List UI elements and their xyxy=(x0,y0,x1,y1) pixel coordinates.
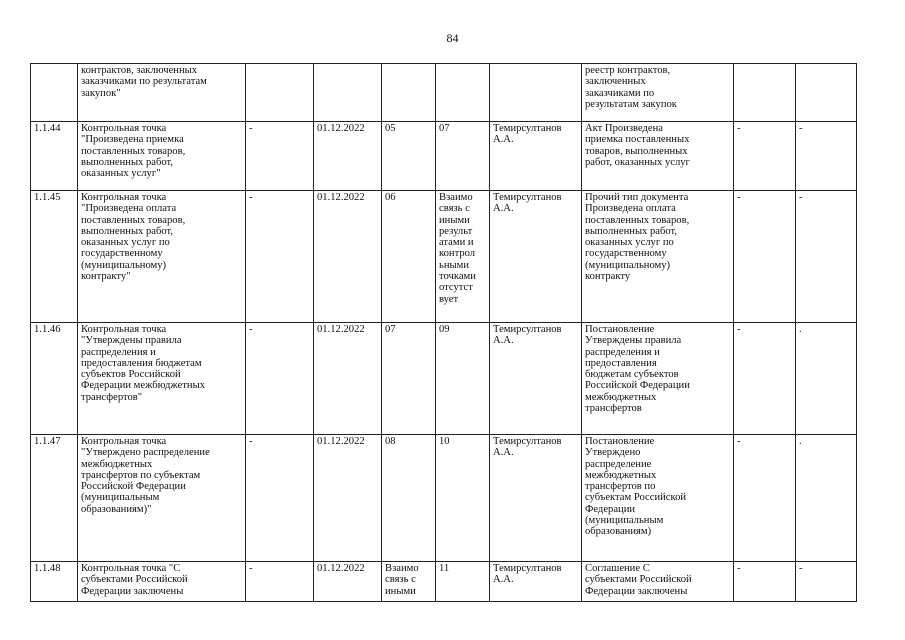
successor-cell: 09 xyxy=(436,323,490,435)
document-type-cell: Акт Произведена приемка поставленных товаров, выполненных работ, оказанных услуг xyxy=(582,122,734,191)
successor-cell: 07 xyxy=(436,122,490,191)
successor-cell xyxy=(436,64,490,122)
row-number-cell xyxy=(31,64,78,122)
end-date-cell: 01.12.2022 xyxy=(314,323,382,435)
responsible-cell: Темирсултанов А.А. xyxy=(490,122,582,191)
column-10-cell xyxy=(796,64,857,122)
responsible-cell: Темирсултанов А.А. xyxy=(490,435,582,562)
end-date-cell: 01.12.2022 xyxy=(314,562,382,602)
document-type-cell: Постановление Утверждены правила распределения и предоставления бюджетам субъектов Российской Федерации межбюджетных трансфертов xyxy=(582,323,734,435)
row-number-cell: 1.1.45 xyxy=(31,191,78,323)
predecessor-cell: Взаимо связь с иными xyxy=(382,562,436,602)
row-number-cell: 1.1.46 xyxy=(31,323,78,435)
predecessor-cell: 07 xyxy=(382,323,436,435)
control-point-name-cell: Контрольная точка "С субъектами Российской Федерации заключены xyxy=(78,562,246,602)
table-row xyxy=(31,122,857,191)
end-date-cell: 01.12.2022 xyxy=(314,122,382,191)
control-points-table xyxy=(30,63,857,602)
end-date-cell: 01.12.2022 xyxy=(314,191,382,323)
column-10-cell: . xyxy=(796,323,857,435)
successor-cell: 11 xyxy=(436,562,490,602)
column-9-cell xyxy=(734,64,796,122)
responsible-cell: Темирсултанов А.А. xyxy=(490,191,582,323)
column-9-cell: - xyxy=(734,435,796,562)
control-point-name-cell: Контрольная точка "Произведена оплата поставленных товаров, выполненных работ, оказанных услуг по государственному (муниципальному) контракту" xyxy=(78,191,246,323)
table-row xyxy=(31,323,857,435)
table-row xyxy=(31,435,857,562)
end-date-cell: 01.12.2022 xyxy=(314,435,382,562)
document-type-cell: реестр контрактов, заключенных заказчиками по результатам закупок xyxy=(582,64,734,122)
control-point-name-cell: контрактов, заключенных заказчиками по результатам закупок" xyxy=(78,64,246,122)
document-type-cell: Прочий тип документа Произведена оплата поставленных товаров, выполненных работ, оказанных услуг по государственному (муниципальному) контракту xyxy=(582,191,734,323)
column-9-cell: - xyxy=(734,122,796,191)
row-number-cell: 1.1.44 xyxy=(31,122,78,191)
document-type-cell: Постановление Утверждено распределение межбюджетных трансфертов по субъектам Российской Федерации (муниципальным образованиям) xyxy=(582,435,734,562)
table-row xyxy=(31,64,857,122)
end-date-cell xyxy=(314,64,382,122)
start-date-cell xyxy=(246,64,314,122)
successor-cell: 10 xyxy=(436,435,490,562)
responsible-cell: Темирсултанов А.А. xyxy=(490,562,582,602)
responsible-cell: Темирсултанов А.А. xyxy=(490,323,582,435)
column-10-cell: . xyxy=(796,435,857,562)
predecessor-cell: 08 xyxy=(382,435,436,562)
column-10-cell: - xyxy=(796,122,857,191)
control-point-name-cell: Контрольная точка "Произведена приемка поставленных товаров, выполненных работ, оказанных услуг" xyxy=(78,122,246,191)
start-date-cell: - xyxy=(246,122,314,191)
row-number-cell: 1.1.48 xyxy=(31,562,78,602)
start-date-cell: - xyxy=(246,323,314,435)
control-point-name-cell: Контрольная точка "Утверждено распределение межбюджетных трансфертов по субъектам Российской Федерации (муниципальным образованиям)" xyxy=(78,435,246,562)
column-10-cell: - xyxy=(796,562,857,602)
column-9-cell: - xyxy=(734,323,796,435)
table-row xyxy=(31,562,857,602)
start-date-cell: - xyxy=(246,435,314,562)
predecessor-cell: 05 xyxy=(382,122,436,191)
predecessor-cell: 06 xyxy=(382,191,436,323)
responsible-cell xyxy=(490,64,582,122)
predecessor-cell xyxy=(382,64,436,122)
start-date-cell: - xyxy=(246,562,314,602)
successor-cell: Взаимо связь с иными результ атами и контрол ьными точками отсутст вует xyxy=(436,191,490,323)
document-type-cell: Соглашение С субъектами Российской Федерации заключены xyxy=(582,562,734,602)
start-date-cell: - xyxy=(246,191,314,323)
row-number-cell: 1.1.47 xyxy=(31,435,78,562)
page-number: 84 xyxy=(446,31,459,45)
control-point-name-cell: Контрольная точка "Утверждены правила распределения и предоставления бюджетам субъектов Российской Федерации межбюджетных трансфертов" xyxy=(78,323,246,435)
column-10-cell: - xyxy=(796,191,857,323)
table-row xyxy=(31,191,857,323)
column-9-cell: - xyxy=(734,191,796,323)
column-9-cell: - xyxy=(734,562,796,602)
